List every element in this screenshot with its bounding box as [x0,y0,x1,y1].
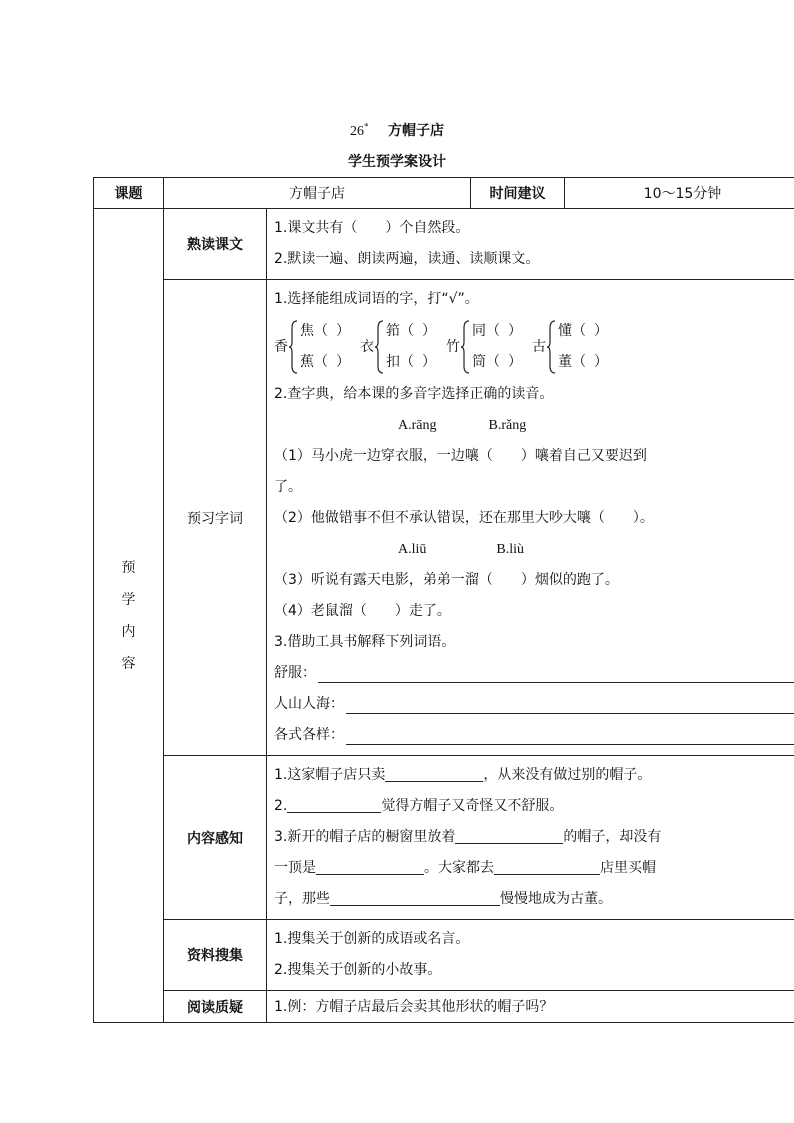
reading-label: 熟读课文 [164,209,267,280]
topic-label: 课题 [94,178,164,209]
content-line: 2. 觉得方帽子又奇怪又不舒服。 [274,791,794,822]
reading-item: 1.课文共有（ ）个自然段。 [274,220,470,236]
preview-row [94,280,794,756]
char-group: 竹 同（ ） 筒（ ） [446,316,522,378]
content-label: 内容感知 [164,756,267,920]
content-line: 1.这家帽子店只卖 ，从来没有做过别的帽子。 [274,760,794,791]
content-content [267,756,794,920]
word-definition-field[interactable]: 舒服： [274,658,794,689]
sentence-1: （1）马小虎一边穿衣服，一边嚷（ ）嚷着自己又要迟到 [274,448,647,464]
time-value: 10～15分钟 [565,178,794,209]
q3-prompt: 3.借助工具书解释下列词语。 [274,634,456,650]
questions-item: 1.例：方帽子店最后会卖其他形状的帽子吗？ [274,998,554,1015]
materials-row [94,920,794,991]
lesson-title [0,120,794,140]
preview-table [93,177,794,1023]
worksheet-subtitle: 学生预学案设计 [348,154,446,170]
word-definition-field[interactable]: 各式各样： [274,720,794,751]
q1-prompt: 1.选择能组成词语的字，打“√”。 [274,291,479,307]
char-group: 古 懂（ ） 董（ ） [532,316,608,378]
answer-line[interactable] [346,695,794,714]
q2-prompt: 2.查字典，给本课的多音字选择正确的读音。 [274,386,554,402]
sentence-3: （3）听说有露天电影，弟弟一溜（ ）烟似的跑了。 [274,572,619,588]
brace-icon [547,320,556,374]
preview-label: 预习字词 [164,280,267,756]
char-group: 衣 筘（ ） 扣（ ） [360,316,436,378]
answer-blank[interactable] [330,887,500,906]
answer-blank[interactable] [385,763,483,782]
lesson-number: 26* [350,121,369,139]
section-label [94,209,164,1023]
questions-content [267,991,794,1023]
questions-row [94,991,794,1023]
brace-icon [375,320,384,374]
reading-item: 2.默读一遍、朗读两遍，读通、读顺课文。 [274,251,540,267]
answer-blank[interactable] [287,794,381,813]
header-row [94,178,794,209]
content-row [94,756,794,920]
preview-content [267,280,794,756]
answer-blank[interactable] [494,856,600,875]
section-label-text: 预 学 内 容 [121,559,136,672]
time-label: 时间建议 [471,178,565,209]
brace-icon [289,320,298,374]
reading-content [267,209,794,280]
content-line: 一顶是 。大家都去 店里买帽 [274,853,794,884]
word-definition-field[interactable]: 人山人海： [274,689,794,720]
sentence-2: （2）他做错事不但不承认错误，还在那里大吵大嚷（ ）。 [274,510,654,526]
content-line: 子，那些 慢慢地成为古董。 [274,884,794,915]
sentence-4: （4）老鼠溜（ ）走了。 [274,603,451,619]
materials-content [267,920,794,991]
answer-blank[interactable] [455,825,563,844]
lesson-name: 方帽子店 [388,123,444,139]
brace-icon [461,320,470,374]
materials-item: 2.搜集关于创新的小故事。 [274,962,442,978]
answer-line[interactable] [318,664,794,683]
char-choice-groups [274,315,794,379]
sentence-1-cont: 了。 [274,479,302,495]
reading-row [94,209,794,280]
answer-line[interactable] [346,726,794,745]
materials-label: 资料搜集 [164,920,267,991]
questions-label: 阅读质疑 [164,991,267,1023]
materials-item: 1.搜集关于创新的成语或名言。 [274,931,470,947]
answer-blank[interactable] [316,856,424,875]
char-group: 香 焦（ ） 蕉（ ） [274,316,350,378]
content-line: 3.新开的帽子店的橱窗里放着 的帽子，却没有 [274,822,794,853]
pinyin-options-a: A.rāng B.rǎng [398,418,527,433]
topic-value: 方帽子店 [164,178,471,209]
pinyin-options-b: A.liū B.liù [398,542,525,557]
